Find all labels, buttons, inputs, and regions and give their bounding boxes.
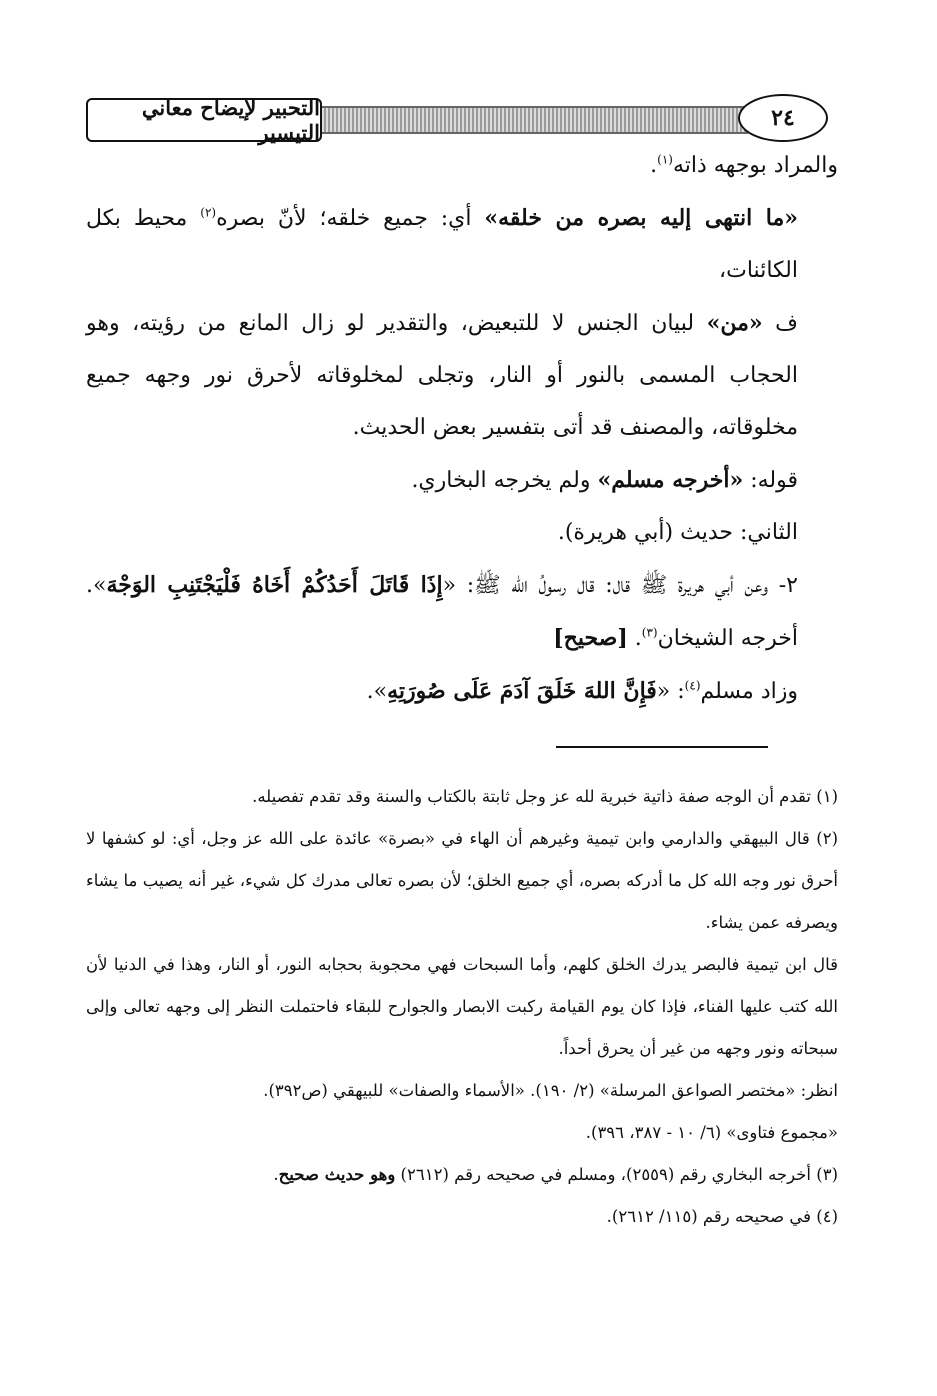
footnote-3 [86, 1154, 838, 1196]
text-run: لبيان الجنس لا للتبعيض، والتقدير لو زال المانع من رؤيته، وهو الحجاب المسمى بالنور أو النار، وتجلى لمخلوقاته لأحرق نور وجهه جميع مخلوقاته، والمصنف قد أتى بتفسير بعض الحديث. [86, 311, 798, 440]
hadith-paragraph [86, 559, 838, 665]
text-run: . [273, 1165, 279, 1184]
quoted-text: «من» [706, 310, 763, 336]
page-number: ٢٤ [738, 94, 828, 142]
text-run: ». أخرجه الشيخان [86, 573, 798, 651]
footnote-2-ref: انظر: «مختصر الصواعق المرسلة» (٢/ ١٩٠). «الأسماء والصفات» للبيهقي (ص٣٩٢). [263, 1081, 838, 1100]
paragraph [86, 297, 838, 454]
text-run: والمراد بوجهه ذاته [672, 153, 838, 178]
footnote-4: (٤) في صحيحه رقم (١١٥/ ٢٦١٢). [606, 1207, 838, 1226]
footnote-ref[interactable]: (٣) [641, 625, 658, 640]
paragraph [86, 192, 838, 297]
paragraph [86, 454, 838, 507]
text-run: ٢- وعن أبي هريرة ﷺ قال: قال رسولُ الله ﷺ: « [442, 573, 798, 598]
text-run: (٣) أخرجه البخاري رقم (٢٥٥٩)، ومسلم في صحيحه رقم (٢٦١٢) [395, 1165, 838, 1184]
text-run: ف [762, 311, 798, 336]
footnote-2-cont: قال ابن تيمية فالبصر يدرك الخلق كلهم، وأما السبحات فهي محجوبة بحجابه النور، أو النار، وهذا في الدنيا لأن الله كتب عليها الفناء، فإذا كان يوم القيامة ركبت الابصار والجوارح للبقاء فاحتملت النظر إلى وجهه تعالى وإلى سبحاته ونور وجهه من غير أن يحرق أحداً. [86, 955, 838, 1058]
book-title: التحبير لإيضاح معاني التيسير [86, 98, 322, 142]
paragraph: الثاني: حديث (أبي هريرة). [557, 520, 798, 545]
text-run: . [627, 626, 642, 651]
quoted-text: «أخرجه مسلم» [597, 467, 744, 493]
text-run: ». [366, 679, 388, 704]
text-run: ولم يخرجه البخاري. [411, 468, 598, 493]
footnote-1: (١) تقدم أن الوجه صفة ذاتية خبرية لله عز وجل ثابتة بالكتاب والسنة وقد تقدم تفصيله. [252, 787, 838, 806]
text-run: وزاد مسلم [700, 679, 798, 704]
footnote-2-ref: «مجموع فتاوى» (٦/ ١٠ - ٣٨٧، ٣٩٦). [585, 1123, 838, 1142]
text-run: قوله: [743, 468, 798, 493]
main-text [86, 140, 838, 718]
hadith-grade: [صحيح] [553, 625, 628, 651]
footnote-ref[interactable]: (٢) [200, 205, 217, 220]
footnote-ref[interactable]: (٤) [684, 678, 701, 693]
footnote-ref[interactable]: (١) [657, 152, 673, 167]
paragraph [86, 140, 838, 192]
header-decorative-bar [316, 106, 748, 134]
quoted-text: «ما انتهى إليه بصره من خلقه» [484, 205, 799, 231]
text-run: محيط بكل الكائنات، [86, 206, 798, 283]
hadith-text: إِذَا قَاتَلَ أَحَدُكُمْ أَخَاهُ فَلْيَجْتَنِبِ الوَجْهَ [106, 572, 443, 598]
footnotes [86, 776, 838, 1238]
page-header [86, 94, 838, 146]
text-run: . [650, 153, 658, 178]
footnote-2: (٢) قال البيهقي والدارمي وابن تيمية وغيرهم أن الهاء في «بصرة» عائدة على الله عز وجل، أي: لو كشفها لا أحرق نور وجه الله كل ما أدركه بصره، أي جميع الخلق؛ لأن بصره تعالى مدرك كل شيء، غير أنه يصيب ما يشاء ويصرفه عمن يشاء. [86, 829, 838, 932]
footnote-separator [556, 746, 768, 748]
text-run: : « [656, 679, 685, 704]
hadith-text: فَإِنَّ اللهَ خَلَقَ آدَمَ عَلَى صُورَتِهِ [387, 678, 657, 704]
paragraph [86, 665, 838, 718]
text-run: أي: جميع خلقه؛ لأنّ بصره [216, 206, 485, 231]
hadith-grade: وهو حديث صحيح [278, 1165, 396, 1184]
